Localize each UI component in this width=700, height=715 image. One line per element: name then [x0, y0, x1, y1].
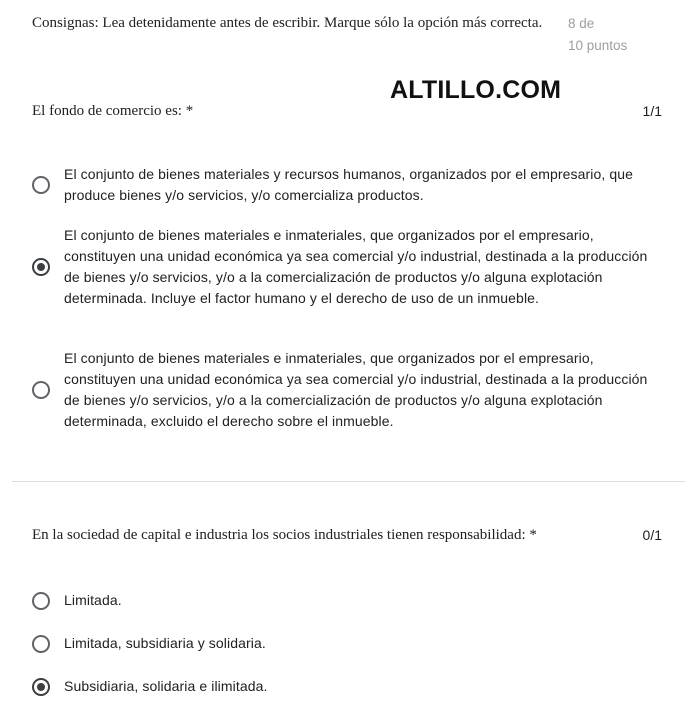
- option-label: Subsidiaria, solidaria e ilimitada.: [64, 678, 268, 694]
- radio-unchecked-icon[interactable]: [32, 592, 50, 610]
- question-1-title: El fondo de comercio es: *: [32, 103, 194, 119]
- total-score-line2: 10 puntos: [568, 38, 628, 53]
- question-2-option-2[interactable]: [32, 633, 662, 654]
- option-label: Limitada.: [64, 592, 122, 608]
- option-label: Limitada, subsidiaria y solidaria.: [64, 635, 266, 651]
- watermark-logo: ALTILLO.COM: [390, 76, 562, 104]
- total-score-line1: 8 de: [568, 16, 595, 31]
- question-2-title: En la sociedad de capital e industria los socios industriales tienen responsabilidad: *: [32, 527, 537, 543]
- question-2-option-3[interactable]: [32, 676, 662, 697]
- question-1-score: 1/1: [642, 103, 662, 119]
- option-label: El conjunto de bienes materiales e inmateriales, que organizados por el empresario, constituyen una unidad económica ya sea comercial y/o industrial, destinada a la producción de bienes y/o servicios, y/o a la comercialización de productos y/o alguna explotación determinada. Incluye el factor humano y el derecho de uso de un inmueble.: [64, 227, 648, 306]
- option-label: El conjunto de bienes materiales e inmateriales, que organizados por el empresario, constituyen una unidad económica ya sea comercial y/o industrial, destinada a la producción de bienes y/o servicios, y/o a la comercialización de productos y/o alguna explotación determinada, excluido el derecho sobre el inmueble.: [64, 350, 648, 429]
- radio-unchecked-icon[interactable]: [32, 381, 50, 399]
- radio-checked-icon[interactable]: [32, 258, 50, 276]
- question-divider: [12, 481, 685, 482]
- quiz-instructions: Consignas: Lea detenidamente antes de escribir. Marque sólo la opción más correcta.: [32, 15, 543, 31]
- option-label: El conjunto de bienes materiales y recursos humanos, organizados por el empresario, que produce bienes y/o servicios, y/o comercializa productos.: [64, 166, 634, 203]
- radio-unchecked-icon[interactable]: [32, 176, 50, 194]
- question-1-option-2[interactable]: [32, 225, 662, 309]
- question-1-option-1[interactable]: [32, 164, 662, 206]
- question-1-option-3[interactable]: [32, 348, 662, 432]
- question-2-score: 0/1: [642, 527, 662, 543]
- question-2-option-1[interactable]: [32, 590, 662, 611]
- radio-unchecked-icon[interactable]: [32, 635, 50, 653]
- radio-checked-icon[interactable]: [32, 678, 50, 696]
- total-score: [568, 13, 627, 57]
